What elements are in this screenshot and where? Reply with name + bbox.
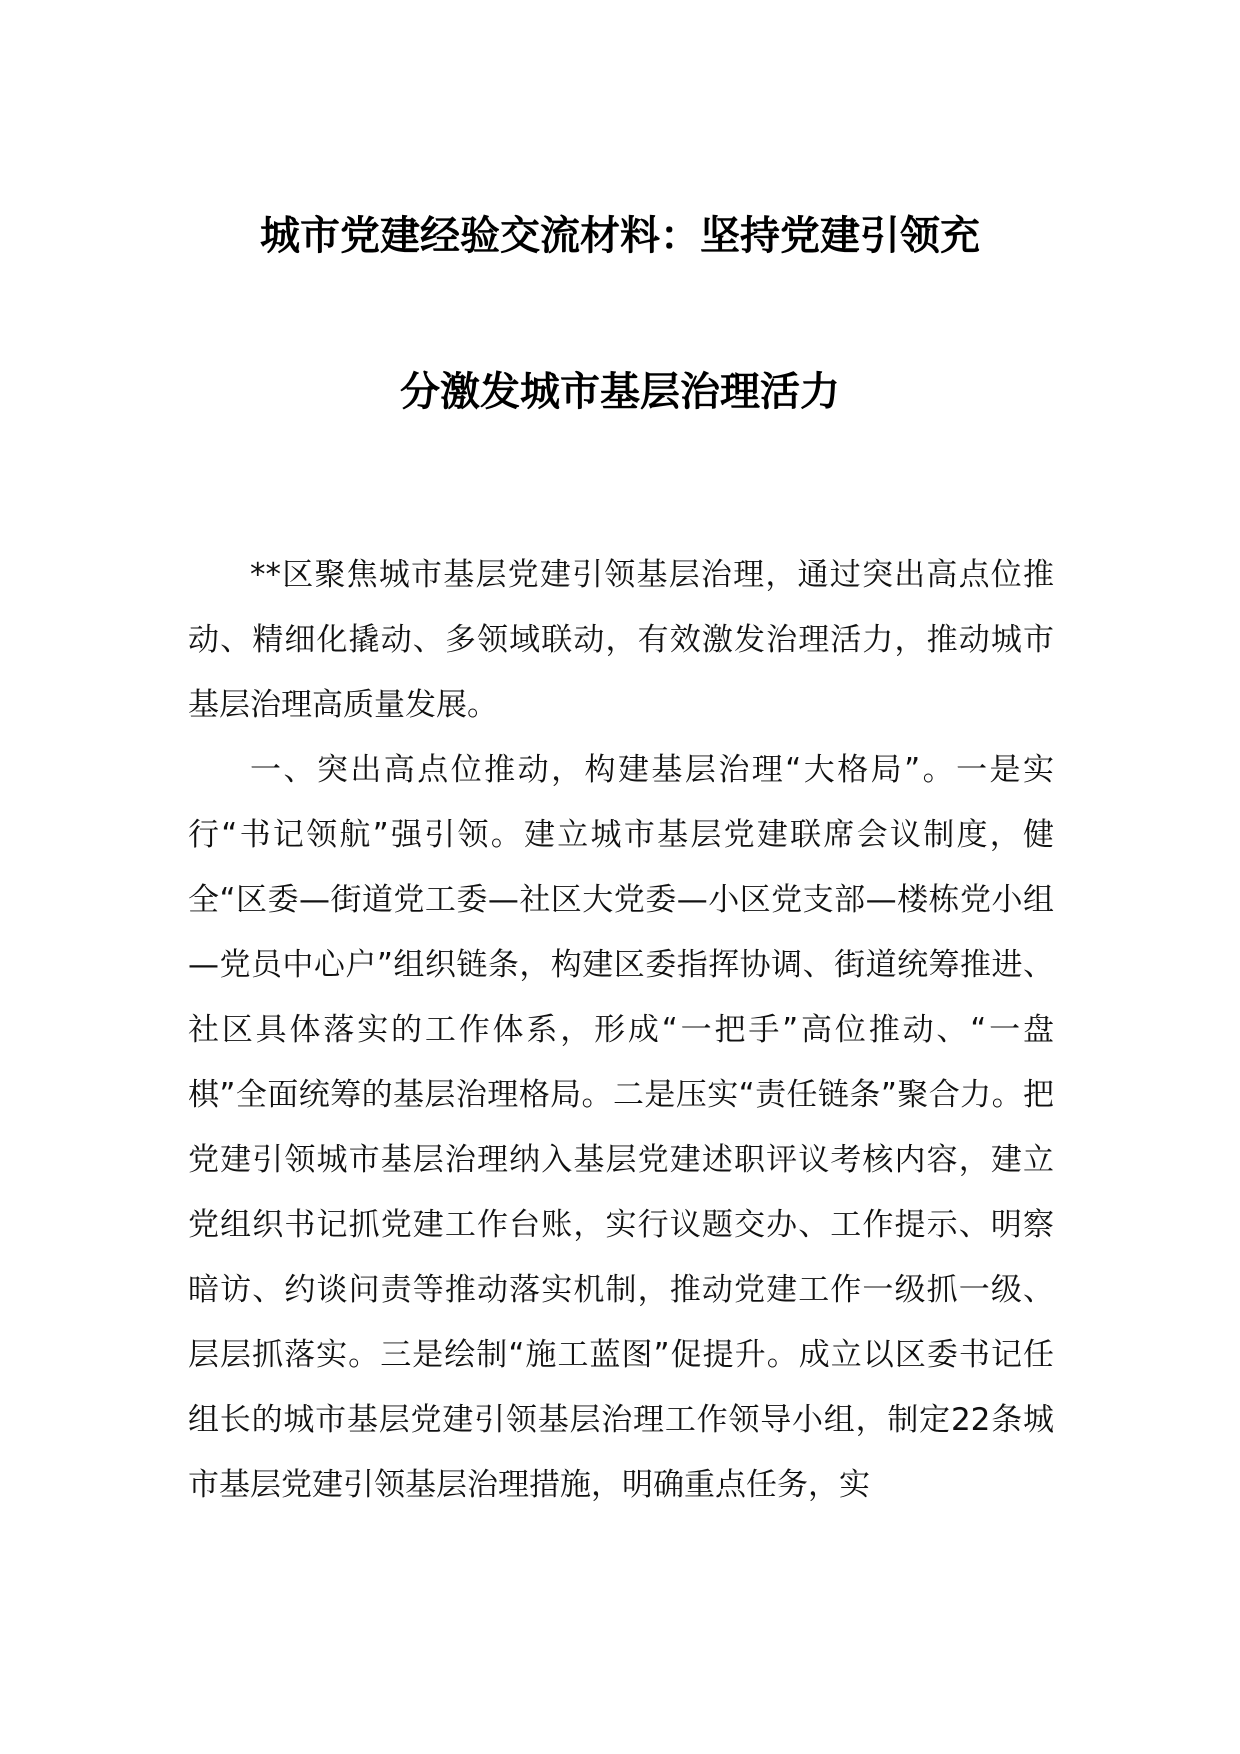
document-title-line-1: 城市党建经验交流材料：坚持党建引领充 bbox=[260, 213, 980, 259]
paragraph-section-1: 一、突出高点位推动，构建基层治理“大格局”。一是实行“书记领航”强引领。建立城市基层党建联席会议制度，健全“区委—街道党工委—社区大党委—小区党支部—楼栋党小组—党员中心户”组织链条，构建区委指挥协调、街道统筹推进、社区具体落实的工作体系，形成“一把手”高位推动、“一盘棋”全面统筹的基层治理格局。二是压实“责任链条”聚合力。把党建引领城市基层治理纳入基层党建述职评议考核内容，建立党组织书记抓党建工作台账，实行议题交办、工作提示、明察暗访、约谈问责等推动落实机制，推动党建工作一级抓一级、层层抓落实。三是绘制“施工蓝图”促提升。成立以区委书记任组长的城市基层党建引领基层治理工作领导小组，制定22条城市基层党建引领基层治理措施，明确重点任务，实 bbox=[188, 752, 1054, 1503]
document-title-line-2: 分激发城市基层治理活力 bbox=[400, 369, 840, 415]
document-body bbox=[188, 543, 1054, 1518]
paragraph-intro: **区聚焦城市基层党建引领基层治理，通过突出高点位推动、精细化撬动、多领域联动，有效激发治理活力，推动城市基层治理高质量发展。 bbox=[188, 557, 1054, 723]
